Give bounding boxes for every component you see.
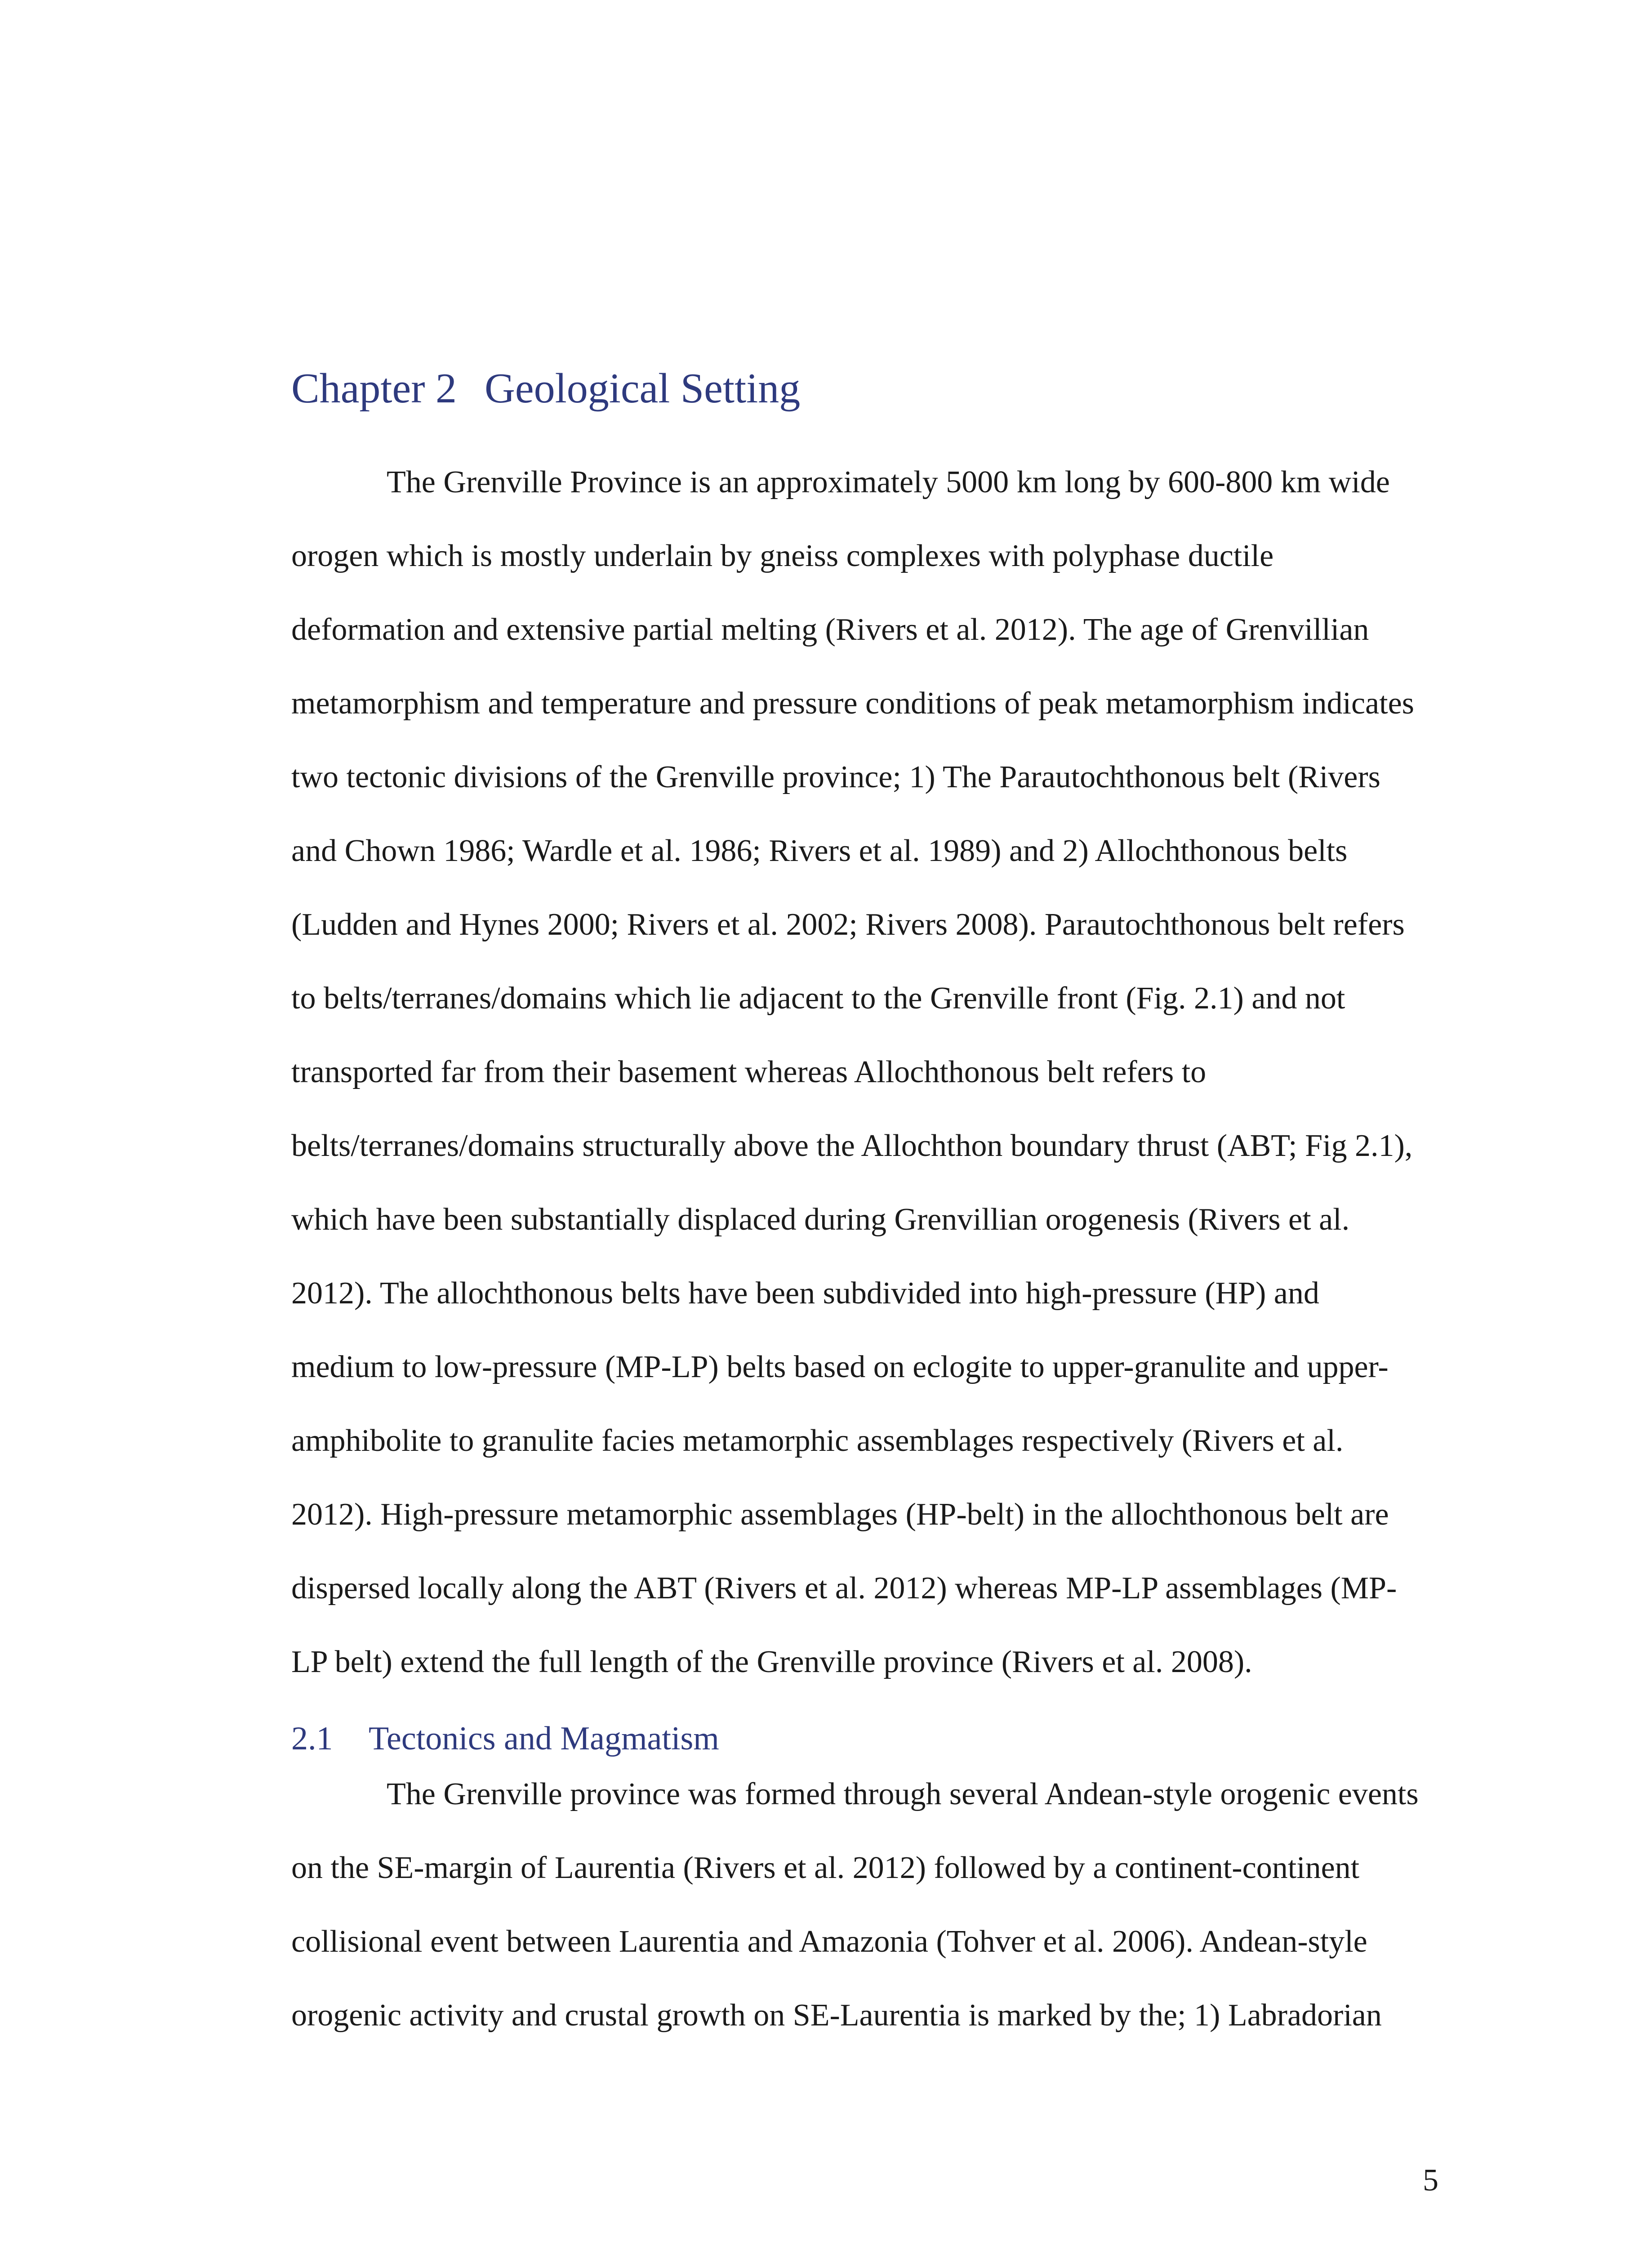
text-line: LP belt) extend the full length of the Grenville province (Rivers et al. 2008). bbox=[291, 1645, 1252, 1679]
text-line: deformation and extensive partial melting (Rivers et al. 2012). The age of Grenvillian bbox=[291, 612, 1369, 647]
text-line: belts/terranes/domains structurally above the Allochthon boundary thrust (ABT; Fig 2.1), bbox=[291, 1128, 1413, 1163]
page-number: 5 bbox=[1423, 2163, 1438, 2198]
text-line: 2012). The allochthonous belts have been subdivided into high-pressure (HP) and bbox=[291, 1276, 1319, 1311]
chapter-title: Geological Setting bbox=[485, 365, 801, 412]
text-line: to belts/terranes/domains which lie adjacent to the Grenville front (Fig. 2.1) and not bbox=[291, 981, 1345, 1016]
text-line: medium to low-pressure (MP-LP) belts based on eclogite to upper-granulite and upper- bbox=[291, 1350, 1389, 1384]
text-line: The Grenville province was formed through several Andean-style orogenic events bbox=[387, 1777, 1419, 1811]
text-line: amphibolite to granulite facies metamorphic assemblages respectively (Rivers et al. bbox=[291, 1423, 1344, 1458]
text-line: two tectonic divisions of the Grenville province; 1) The Parautochthonous belt (Rivers bbox=[291, 760, 1380, 794]
text-line: orogen which is mostly underlain by gneiss complexes with polyphase ductile bbox=[291, 539, 1274, 573]
text-line: collisional event between Laurentia and Amazonia (Tohver et al. 2006). Andean-style bbox=[291, 1924, 1367, 1959]
text-line: transported far from their basement whereas Allochthonous belt refers to bbox=[291, 1055, 1207, 1089]
text-line: which have been substantially displaced during Grenvillian orogenesis (Rivers et al. bbox=[291, 1202, 1350, 1237]
section-heading bbox=[291, 1722, 719, 1755]
text-line: and Chown 1986; Wardle et al. 1986; Rivers et al. 1989) and 2) Allochthonous belts bbox=[291, 834, 1348, 868]
text-line: dispersed locally along the ABT (Rivers et al. 2012) whereas MP-LP assemblages (MP- bbox=[291, 1571, 1397, 1606]
section-title: Tectonics and Magmatism bbox=[369, 1720, 719, 1757]
chapter-number: Chapter 2 bbox=[291, 365, 457, 412]
text-line: on the SE-margin of Laurentia (Rivers et al. 2012) followed by a continent-continent bbox=[291, 1851, 1360, 1885]
text-line: orogenic activity and crustal growth on SE-Laurentia is marked by the; 1) Labradorian bbox=[291, 1998, 1382, 2033]
text-line: metamorphism and temperature and pressure conditions of peak metamorphism indicates bbox=[291, 686, 1414, 721]
text-line: (Ludden and Hynes 2000; Rivers et al. 2002; Rivers 2008). Parautochthonous belt refers bbox=[291, 907, 1405, 942]
chapter-heading bbox=[291, 363, 800, 414]
text-line: The Grenville Province is an approximately 5000 km long by 600-800 km wide bbox=[387, 465, 1390, 500]
section-number: 2.1 bbox=[291, 1720, 333, 1757]
text-line: 2012). High-pressure metamorphic assemblages (HP-belt) in the allochthonous belt are bbox=[291, 1497, 1389, 1532]
